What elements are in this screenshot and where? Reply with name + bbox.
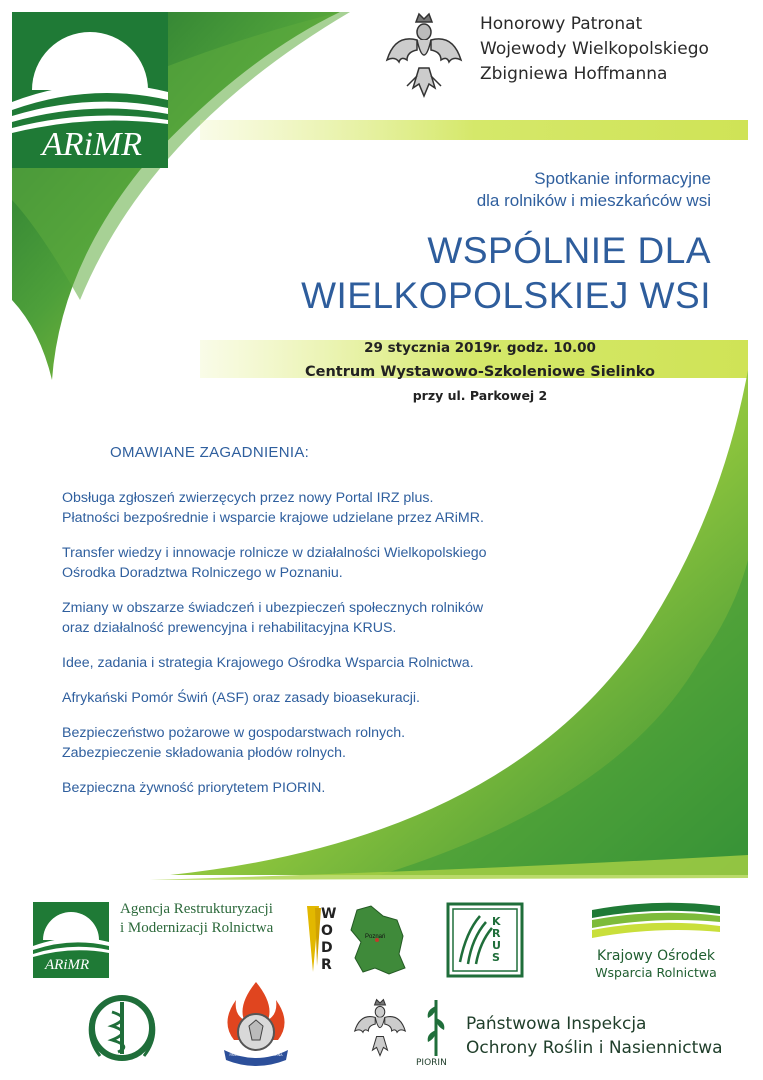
- sanepid-emblem-icon: [82, 988, 162, 1068]
- arimr-small-logo-text: ARiMR: [45, 957, 90, 973]
- topic-item: [62, 653, 582, 673]
- patronage-block: [480, 12, 750, 87]
- kowr-name: [590, 947, 722, 981]
- event-subtitle: [477, 168, 711, 212]
- event-details: [290, 336, 670, 408]
- eagle-small-emblem-icon: [352, 996, 408, 1066]
- event-subtitle-line-2: dla rolników i mieszkańców wsi: [476, 191, 711, 210]
- event-address: przy ul. Parkowej 2: [412, 388, 548, 403]
- krus-logo-icon: [446, 902, 524, 978]
- topic-item: [62, 598, 582, 638]
- topic-line: Obsługa zgłoszeń zwierzęcych przez nowy Portal IRZ plus.: [62, 490, 434, 506]
- topic-line: oraz działalność prewencyjna i rehabilitacyjna KRUS.: [62, 620, 397, 636]
- topic-line: Zabezpieczenie składowania płodów rolnych.: [62, 745, 346, 761]
- patronage-line-2: Wojewody Wielkopolskiego: [480, 39, 709, 59]
- psp-ribbon-text: PAŃSTWOWA STRAŻ POŻARNA: [229, 1053, 283, 1057]
- sponsor-wodr: [305, 902, 415, 978]
- event-date: 29 stycznia 2019r. godz. 10.00: [364, 340, 596, 356]
- event-title: [301, 228, 711, 318]
- event-subtitle-line-1: Spotkanie informacyjne: [534, 169, 711, 188]
- kowr-name-line-2: Wsparcia Rolnictwa: [595, 965, 717, 980]
- eagle-emblem-icon: [383, 10, 465, 110]
- event-title-line-1: WSPÓLNIE DLA: [427, 230, 711, 271]
- topic-item: [62, 543, 582, 583]
- kowr-logo-icon: [590, 900, 722, 942]
- topics-list: [62, 488, 582, 813]
- topic-item: [62, 688, 582, 708]
- sponsor-kowr: [590, 900, 730, 981]
- patronage-line-1: Honorowy Patronat: [480, 14, 643, 34]
- topics-heading: OMAWIANE ZAGADNIENIA:: [110, 444, 310, 461]
- sponsor-krus: [446, 902, 524, 978]
- kowr-name-line-1: Krajowy Ośrodek: [596, 948, 716, 964]
- wodr-map-label: Poznań: [365, 934, 386, 940]
- topic-item: [62, 778, 582, 798]
- arimr-name-line-2: i Modernizacji Rolnictwa: [120, 920, 274, 936]
- event-title-line-2: WIELKOPOLSKIEJ WSI: [301, 275, 711, 316]
- sponsor-piorin: [416, 996, 456, 1072]
- topic-line: Bezpieczeństwo pożarowe w gospodarstwach rolnych.: [62, 725, 406, 741]
- arimr-logo-text: ARiMR: [42, 126, 143, 163]
- piorin-logo-text: PIORIN: [416, 1058, 447, 1068]
- topic-line: Płatności bezpośrednie i wsparcie krajowe udzielane przez ARiMR.: [62, 510, 484, 526]
- topic-line: Idee, zadania i strategia Krajowego Ośrodka Wsparcia Rolnictwa.: [62, 655, 474, 671]
- topic-line: Transfer wiedzy i innowacje rolnicze w działalności Wielkopolskiego: [62, 545, 487, 561]
- arimr-logo: [12, 12, 168, 168]
- topic-line: Afrykański Pomór Świń (ASF) oraz zasady bioasekuracji.: [62, 690, 420, 706]
- krus-logo-text: KRUS: [492, 915, 501, 964]
- psp-emblem: [216, 980, 296, 1070]
- patronage-line-3: Zbigniewa Hoffmanna: [480, 64, 668, 84]
- piorin-name-line-1: Państwowa Inspekcja: [466, 1014, 647, 1034]
- topic-item: [62, 723, 582, 763]
- piorin-name: [466, 1012, 723, 1060]
- topic-line: Zmiany w obszarze świadczeń i ubezpieczeń społecznych rolników: [62, 600, 484, 616]
- topic-line: Ośrodka Doradztwa Rolniczego w Poznaniu.: [62, 565, 343, 581]
- event-place: Centrum Wystawowo-Szkoleniowe Sielinko: [304, 364, 656, 380]
- topic-item: [62, 488, 582, 528]
- wodr-logo-text: WODR: [321, 906, 337, 973]
- piorin-logo-icon: [416, 996, 456, 1060]
- topic-line: Bezpieczna żywność priorytetem PIORIN.: [62, 780, 326, 796]
- arimr-name-line-1: Agencja Restrukturyzacji: [120, 901, 273, 917]
- arimr-name: [120, 900, 273, 938]
- sponsor-arimr: [33, 902, 109, 983]
- piorin-name-line-2: Ochrony Roślin i Nasiennictwa: [466, 1038, 723, 1058]
